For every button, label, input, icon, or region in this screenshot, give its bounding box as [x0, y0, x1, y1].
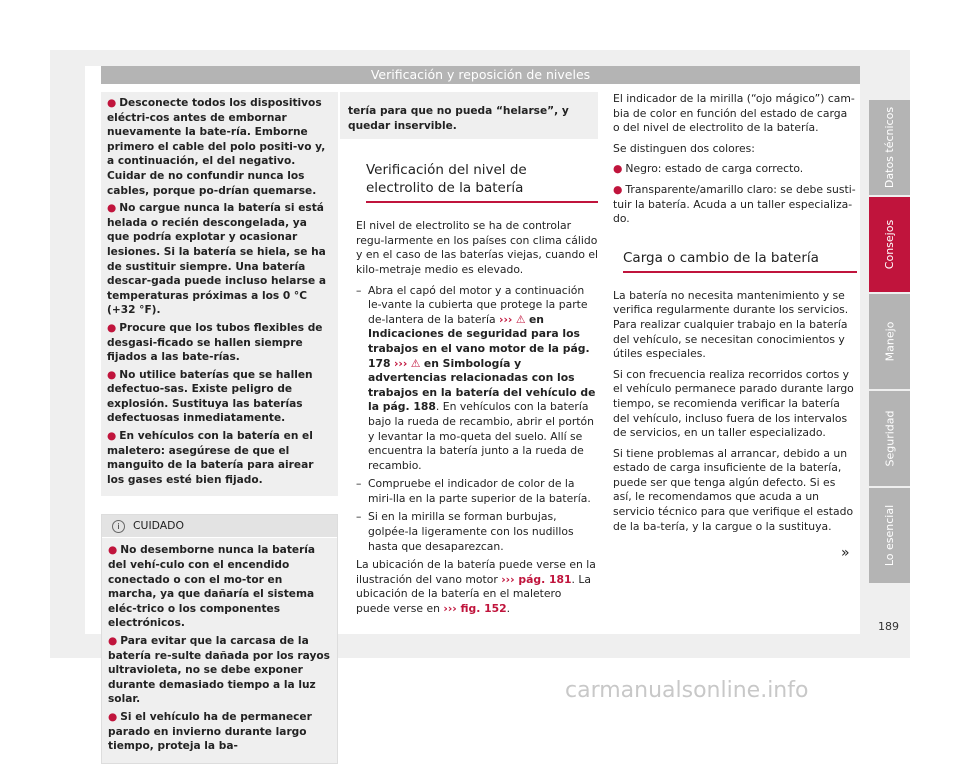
caution-body — [102, 538, 337, 762]
cross-reference-link[interactable]: ››› — [393, 356, 408, 370]
section-title-carga: Carga o cambio de la batería — [613, 249, 857, 273]
warning-item: ● Desconecte todos los dispositivos eléctri-cos antes de embornar nuevamente la bate-ría. Emborne primero el cable del polo positi-vo y, a continuación, el del negativo. Cuidar de no confundir nunca los cables, porque po-drían quemarse. — [107, 97, 326, 197]
info-icon: i — [112, 520, 125, 533]
warning-item: ● Procure que los tubos flexibles de desgasi-ficado se hallen siempre fijados a las bate-rías. — [107, 321, 323, 364]
cross-reference-link[interactable]: ››› — [499, 312, 513, 326]
bullet-icon: ● — [107, 430, 117, 443]
bullet-icon: ● — [613, 162, 623, 176]
column-3 — [613, 92, 857, 540]
list-item: – Abra el capó del motor y a continuación le-vante la cubierta que protege la parte de-lantera de la batería ››› ⚠ en Indicaciones de seguridad para los trabajos en el vano motor de la pág. 178 ››› ⚠ en Simbología y advertencias relacionadas con los trabajos en la batería del vehículo de la pág. 188. En vehículos con la batería bajo la rueda de recambio, abrir el portón y levantar la mo-queta del suelo. Allí se encuentra la batería junto a la rueda de recambio. — [356, 283, 596, 472]
figure-reference-link[interactable]: ››› fig. 152 — [443, 602, 507, 616]
watermark: carmanualsonline.info — [565, 678, 809, 703]
body-text — [613, 92, 857, 227]
bullet-icon: ● — [108, 710, 118, 723]
section-title-electrolito: Verificación del nivel de electrolito de la batería — [356, 161, 598, 203]
bullet-icon: ● — [613, 182, 623, 196]
column-1 — [101, 92, 338, 764]
warning-item: ● En vehículos con la batería en el maletero: asegúrese de que el manguito de la batería para airear los gases esté bien fijado. — [107, 430, 314, 486]
bullet-icon: ● — [107, 97, 117, 109]
paragraph: La ubicación de la batería puede verse en la ilustración del vano motor ››› pág. 181. La ubicación de la batería en el maletero puede verse en ››› fig. 152. — [356, 558, 596, 616]
warning-icon: ⚠ — [515, 312, 526, 326]
bullet-icon: ● — [108, 635, 118, 647]
bullet-icon: ● — [107, 368, 117, 381]
tab-manejo[interactable]: Manejo — [869, 294, 910, 389]
body-text — [356, 219, 598, 616]
bullet-icon: ● — [108, 544, 118, 557]
page-number: 189 — [878, 620, 899, 633]
caution-item: ● No desemborne nunca la batería del vehí-culo con el encendido conectado o con el mo-tor en marcha, ya que dañaría el sistema eléc-trico o los componentes electrónicos. — [108, 544, 316, 630]
caution-item: ● Si el vehículo ha de permanecer parado en invierno durante largo tiempo, proteja la ba- — [108, 710, 312, 753]
body-text — [613, 289, 857, 535]
paragraph: Si tiene problemas al arrancar, debido a un estado de carga insuficiente de la batería, puede ser que tenga algún defecto. Si es así, le recomendamos que acuda a un servicio técnico para que verifique el estado de la ba-tería, y la cargue o la sustituya. — [613, 446, 854, 533]
tab-seguridad[interactable]: Seguridad — [869, 391, 910, 486]
warning-icon: ⚠ — [410, 356, 421, 370]
continue-arrow-icon: » — [841, 545, 850, 561]
list-item: – Compruebe el indicador de color de la miri-lla en la parte superior de la batería. — [356, 477, 591, 505]
tab-consejos[interactable]: Consejos — [869, 197, 910, 292]
bullet-icon: ● — [107, 321, 117, 334]
title-underline — [623, 271, 857, 273]
warning-box — [101, 92, 338, 496]
list-item: ● Transparente/amarillo claro: se debe susti-tuir la batería. Acuda a un taller especializa-do. — [613, 182, 856, 226]
caution-continuation: tería para que no pueda “helarse”, y quedar inservible. — [340, 92, 598, 139]
paragraph: El indicador de la mirilla (“ojo mágico”) cam-bia de color en función del estado de carga o del nivel de electrolito de la batería. — [613, 92, 855, 135]
tab-datos-tecnicos[interactable]: Datos técnicos — [869, 100, 910, 195]
column-2 — [348, 92, 598, 623]
paragraph: Se distinguen dos colores: — [613, 141, 755, 155]
caution-header: i CUIDADO — [102, 515, 337, 538]
tab-lo-esencial[interactable]: Lo esencial — [869, 488, 910, 583]
caution-item: ● Para evitar que la carcasa de la batería re-sulte dañada por los rayos ultravioleta, no se debe exponer durante demasiado tiempo a la luz solar. — [108, 635, 330, 706]
section-header: Verificación y reposición de niveles — [101, 66, 860, 84]
warning-item: ● No utilice baterías que se hallen defectuo-sas. Existe peligro de explosión. Sustituya las baterías defectuosas inmediatamente. — [107, 368, 313, 425]
paragraph: Si con frecuencia realiza recorridos cortos y el vehículo permanece parado durante largo tiempo, se recomienda verificar la batería del vehículo, incluso fuera de los intervalos de servicios, en un taller especializado. — [613, 367, 854, 440]
caution-box — [101, 514, 338, 763]
list-item: ● Negro: estado de carga correcto. — [613, 162, 804, 176]
paragraph: El nivel de electrolito se ha de controlar regu-larmente en los países con clima cálido y en el caso de las baterías viejas, cuando el kilo-metraje medio es elevado. — [356, 219, 598, 276]
warning-item: ● No cargue nunca la batería si está helada o recién descongelada, ya que podría explotar y ocasionar lesiones. Si la batería se hiela, se ha de sustituir siempre. Una batería descar-gada puede incluso helarse a temperaturas próximas a los 0 °C (+32 °F). — [107, 202, 326, 317]
paragraph: La batería no necesita mantenimiento y se verifica regularmente durante los servicios. Para realizar cualquier trabajo en la batería del vehículo, se necesitan conocimientos y útiles especiales. — [613, 288, 849, 361]
page-reference-link[interactable]: ››› pág. 181 — [501, 572, 572, 586]
title-underline — [366, 201, 598, 203]
list-item: – Si en la mirilla se forman burbujas, golpée-la ligeramente con los nudillos hasta que desaparezcan. — [356, 510, 574, 553]
bullet-icon: ● — [107, 202, 117, 215]
